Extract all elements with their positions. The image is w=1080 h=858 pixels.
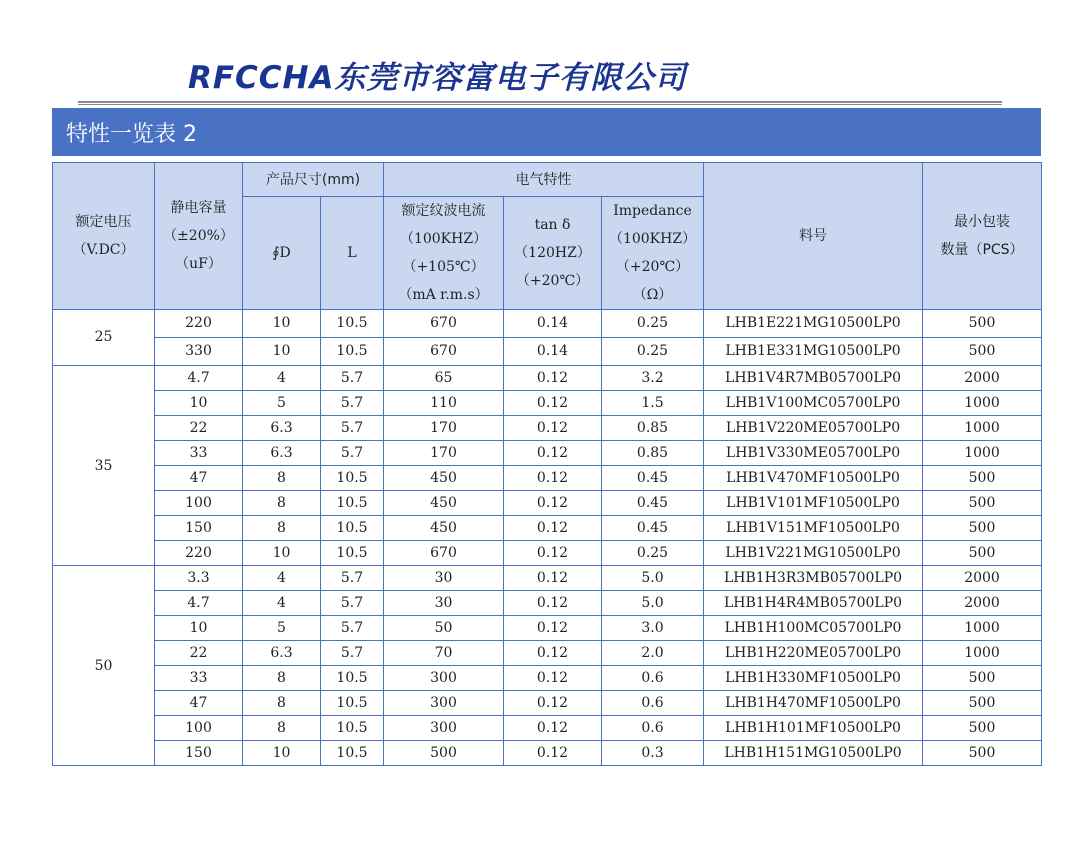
tan-cell: 0.12 [504,616,602,641]
impedance-cell: 0.25 [602,541,704,566]
impedance-cell: 2.0 [602,641,704,666]
min-pack-cell: 500 [923,516,1042,541]
capacitance-cell: 22 [155,641,243,666]
table-row [53,491,1042,516]
impedance-cell: 1.5 [602,391,704,416]
tan-cell: 0.12 [504,691,602,716]
impedance-cell: 5.0 [602,591,704,616]
section-banner [52,108,1041,156]
min-pack-header: 最小包装 数量（PCS） [923,163,1042,310]
part-no-cell: LHB1H220ME05700LP0 [704,641,923,666]
impedance-cell: 0.25 [602,310,704,338]
tan-cell: 0.12 [504,741,602,766]
diameter-cell: 4 [243,591,321,616]
length-cell: 10.5 [321,310,384,338]
table-row [53,541,1042,566]
company-name: RFCCHA东莞市容富电子有限公司 [188,60,687,96]
capacitance-cell: 33 [155,441,243,466]
part-no-cell: LHB1H151MG10500LP0 [704,741,923,766]
impedance-cell: 3.2 [602,366,704,391]
table-row [53,591,1042,616]
table-row [53,716,1042,741]
table-row [53,416,1042,441]
impedance-cell: 5.0 [602,566,704,591]
capacitance-cell: 22 [155,416,243,441]
table-row [53,741,1042,766]
length-cell: 10.5 [321,516,384,541]
diameter-cell: 5 [243,391,321,416]
diameter-cell: 4 [243,366,321,391]
header-divider [78,101,1002,103]
ripple-cell: 300 [384,666,504,691]
diameter-cell: 6.3 [243,641,321,666]
length-cell: 10.5 [321,338,384,366]
capacitance-cell: 100 [155,716,243,741]
impedance-cell: 0.45 [602,516,704,541]
length-cell: 10.5 [321,541,384,566]
ripple-cell: 170 [384,416,504,441]
length-cell: 10.5 [321,716,384,741]
table-row [53,566,1042,591]
diameter-cell: 6.3 [243,441,321,466]
impedance-cell: 0.25 [602,338,704,366]
length-cell: 5.7 [321,441,384,466]
table-row [53,310,1042,338]
min-pack-cell: 1000 [923,641,1042,666]
min-pack-cell: 500 [923,741,1042,766]
min-pack-cell: 500 [923,541,1042,566]
impedance-cell: 0.85 [602,416,704,441]
spec-table-body [53,310,1042,766]
part-no-cell: LHB1H3R3MB05700LP0 [704,566,923,591]
min-pack-cell: 1000 [923,416,1042,441]
length-cell: 5.7 [321,416,384,441]
capacitance-cell: 33 [155,666,243,691]
tan-cell: 0.12 [504,641,602,666]
diameter-cell: 8 [243,691,321,716]
diameter-header: ∮D [243,197,321,310]
capacitance-cell: 47 [155,691,243,716]
part-no-cell: LHB1V100MC05700LP0 [704,391,923,416]
length-cell: 10.5 [321,691,384,716]
table-row [53,391,1042,416]
ripple-cell: 300 [384,691,504,716]
table-row [53,366,1042,391]
section-title: 特性一览表 2 [66,122,197,147]
length-cell: 5.7 [321,616,384,641]
impedance-cell: 0.6 [602,666,704,691]
part-no-cell: LHB1V220ME05700LP0 [704,416,923,441]
part-no-cell: LHB1V330ME05700LP0 [704,441,923,466]
min-pack-cell: 500 [923,666,1042,691]
capacitance-cell: 4.7 [155,591,243,616]
ripple-cell: 110 [384,391,504,416]
min-pack-cell: 500 [923,691,1042,716]
size-group-header: 产品尺寸(mm) [243,163,384,197]
diameter-cell: 10 [243,310,321,338]
min-pack-cell: 500 [923,338,1042,366]
capacitance-cell: 330 [155,338,243,366]
tan-cell: 0.12 [504,591,602,616]
voltage-cell: 25 [53,310,155,366]
min-pack-cell: 1000 [923,441,1042,466]
tan-cell: 0.12 [504,541,602,566]
min-pack-cell: 2000 [923,566,1042,591]
part-no-cell: LHB1H101MF10500LP0 [704,716,923,741]
electrical-group-header: 电气特性 [384,163,704,197]
impedance-cell: 0.6 [602,716,704,741]
part-no-header: 料号 [704,163,923,310]
diameter-cell: 5 [243,616,321,641]
ripple-cell: 670 [384,338,504,366]
ripple-cell: 50 [384,616,504,641]
tan-cell: 0.12 [504,666,602,691]
part-no-cell: LHB1V4R7MB05700LP0 [704,366,923,391]
min-pack-cell: 500 [923,310,1042,338]
impedance-cell: 0.3 [602,741,704,766]
tan-cell: 0.14 [504,310,602,338]
diameter-cell: 4 [243,566,321,591]
part-no-cell: LHB1H4R4MB05700LP0 [704,591,923,616]
capacitance-cell: 10 [155,391,243,416]
ripple-cell: 450 [384,516,504,541]
tan-cell: 0.14 [504,338,602,366]
part-no-cell: LHB1H330MF10500LP0 [704,666,923,691]
capacitance-cell: 150 [155,516,243,541]
capacitance-header: 静电容量 （±20%） （uF） [155,163,243,310]
tan-cell: 0.12 [504,466,602,491]
capacitance-cell: 4.7 [155,366,243,391]
length-cell: 5.7 [321,641,384,666]
diameter-cell: 8 [243,516,321,541]
tan-cell: 0.12 [504,441,602,466]
min-pack-cell: 2000 [923,591,1042,616]
capacitance-cell: 150 [155,741,243,766]
ripple-cell: 670 [384,310,504,338]
ripple-cell: 300 [384,716,504,741]
ripple-cell: 65 [384,366,504,391]
diameter-cell: 6.3 [243,416,321,441]
part-no-cell: LHB1V470MF10500LP0 [704,466,923,491]
table-row [53,516,1042,541]
impedance-cell: 0.45 [602,466,704,491]
tan-cell: 0.12 [504,516,602,541]
tan-cell: 0.12 [504,416,602,441]
length-header: L [321,197,384,310]
diameter-cell: 10 [243,338,321,366]
tan-cell: 0.12 [504,491,602,516]
capacitance-cell: 47 [155,466,243,491]
part-no-cell: LHB1H100MC05700LP0 [704,616,923,641]
min-pack-cell: 500 [923,491,1042,516]
ripple-cell: 170 [384,441,504,466]
table-row [53,466,1042,491]
diameter-cell: 8 [243,716,321,741]
tan-cell: 0.12 [504,716,602,741]
impedance-header: Impedance （100KHZ） （+20℃） （Ω） [602,197,704,310]
diameter-cell: 10 [243,541,321,566]
diameter-cell: 8 [243,466,321,491]
impedance-cell: 0.45 [602,491,704,516]
voltage-cell: 50 [53,566,155,766]
length-cell: 10.5 [321,741,384,766]
table-row [53,441,1042,466]
min-pack-cell: 500 [923,466,1042,491]
voltage-header: 额定电压 （V.DC） [53,163,155,310]
table-row [53,616,1042,641]
ripple-cell: 500 [384,741,504,766]
length-cell: 5.7 [321,566,384,591]
diameter-cell: 8 [243,666,321,691]
ripple-cell: 30 [384,591,504,616]
voltage-cell: 35 [53,366,155,566]
length-cell: 5.7 [321,366,384,391]
part-no-cell: LHB1V151MF10500LP0 [704,516,923,541]
ripple-cell: 450 [384,491,504,516]
diameter-cell: 8 [243,491,321,516]
length-cell: 5.7 [321,591,384,616]
header-divider-thin [78,104,1002,105]
capacitance-cell: 3.3 [155,566,243,591]
table-row [53,666,1042,691]
part-no-cell: LHB1E331MG10500LP0 [704,338,923,366]
ripple-header: 额定纹波电流 （100KHZ） （+105℃） （mA r.m.s） [384,197,504,310]
part-no-cell: LHB1E221MG10500LP0 [704,310,923,338]
capacitance-cell: 220 [155,310,243,338]
part-no-cell: LHB1V221MG10500LP0 [704,541,923,566]
part-no-cell: LHB1H470MF10500LP0 [704,691,923,716]
capacitance-cell: 10 [155,616,243,641]
min-pack-cell: 1000 [923,391,1042,416]
length-cell: 10.5 [321,466,384,491]
min-pack-cell: 1000 [923,616,1042,641]
length-cell: 10.5 [321,666,384,691]
ripple-cell: 30 [384,566,504,591]
impedance-cell: 3.0 [602,616,704,641]
diameter-cell: 10 [243,741,321,766]
min-pack-cell: 2000 [923,366,1042,391]
table-row [53,691,1042,716]
capacitance-cell: 220 [155,541,243,566]
impedance-cell: 0.6 [602,691,704,716]
impedance-cell: 0.85 [602,441,704,466]
ripple-cell: 670 [384,541,504,566]
capacitance-cell: 100 [155,491,243,516]
length-cell: 5.7 [321,391,384,416]
ripple-cell: 70 [384,641,504,666]
tan-header: tan δ （120HZ） （+20℃） [504,197,602,310]
part-no-cell: LHB1V101MF10500LP0 [704,491,923,516]
table-row [53,641,1042,666]
spec-table [52,162,1042,766]
table-row [53,338,1042,366]
tan-cell: 0.12 [504,366,602,391]
tan-cell: 0.12 [504,566,602,591]
tan-cell: 0.12 [504,391,602,416]
min-pack-cell: 500 [923,716,1042,741]
ripple-cell: 450 [384,466,504,491]
length-cell: 10.5 [321,491,384,516]
